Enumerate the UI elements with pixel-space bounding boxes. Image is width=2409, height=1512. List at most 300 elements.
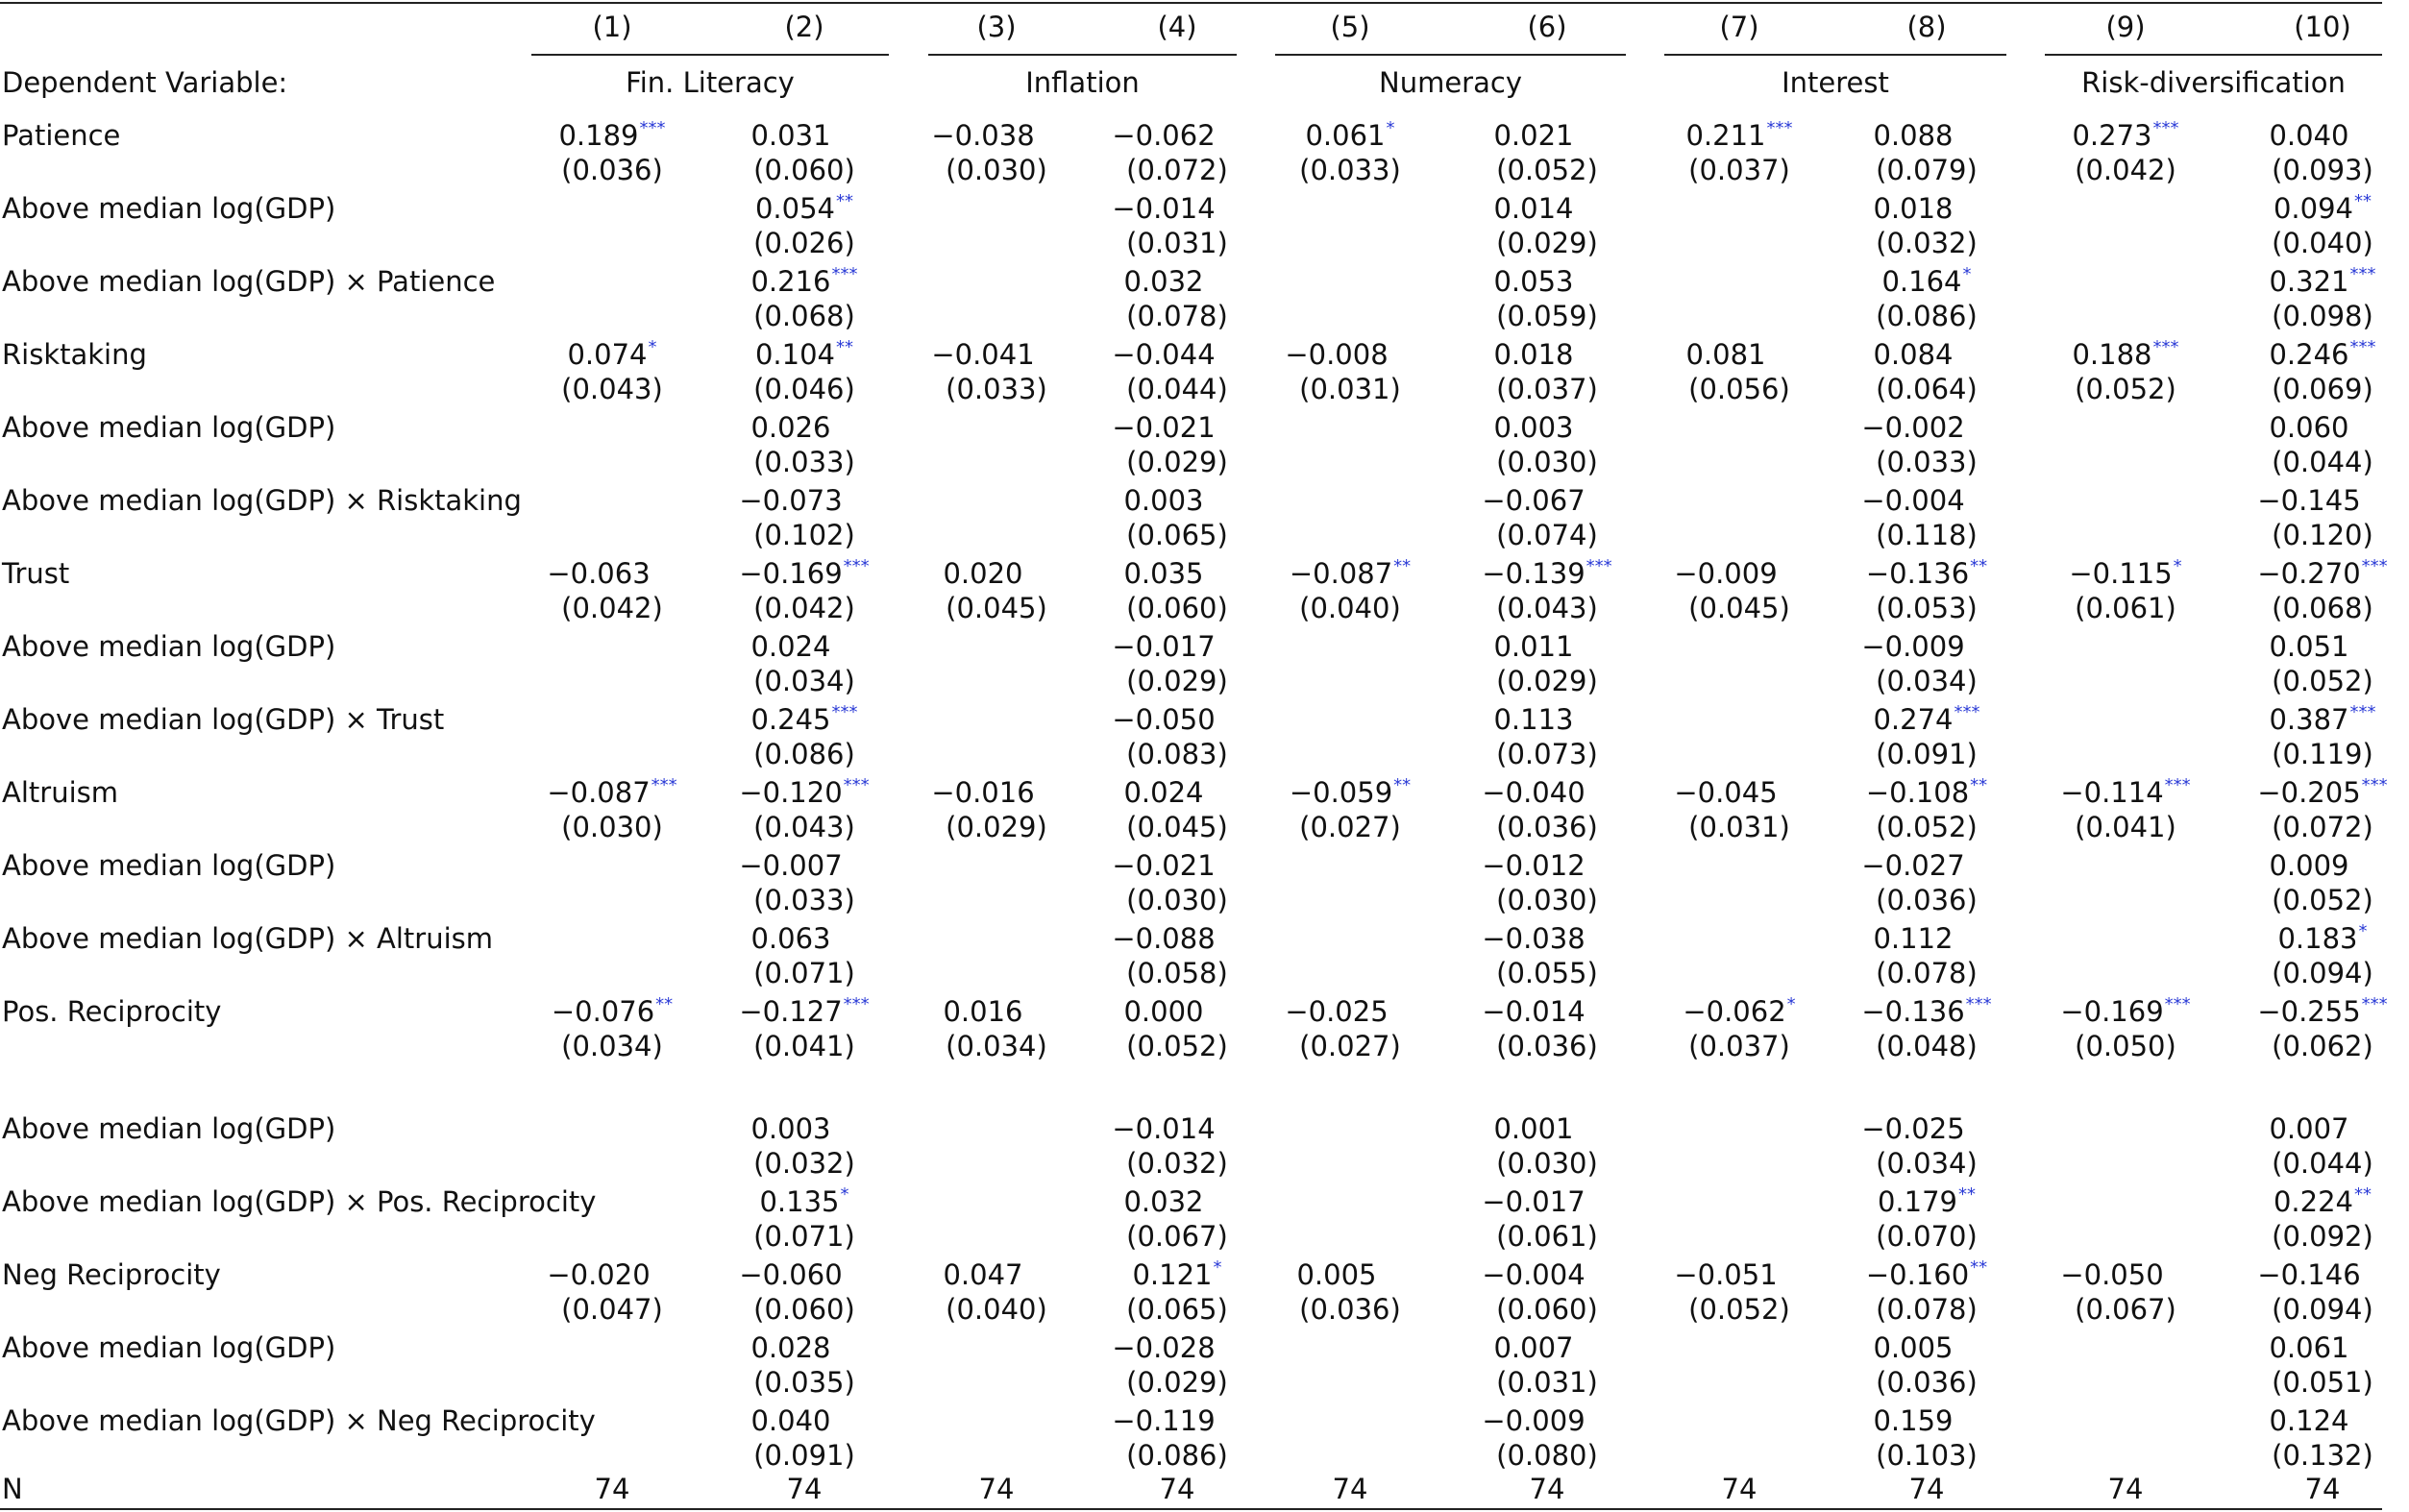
coefficient-value: 0.061	[1305, 119, 1386, 152]
coefficient-value: 0.211	[1685, 119, 1766, 152]
coefficient-value: −0.025	[1285, 995, 1389, 1028]
coefficient-value: −0.007	[739, 849, 843, 882]
coefficient-value: −0.004	[1482, 1258, 1586, 1291]
standard-error: (0.059)	[1496, 300, 1598, 332]
coefficient-cell	[1653, 118, 1826, 158]
coefficient-cell	[1461, 337, 1634, 377]
significance-stars: ***	[2349, 264, 2376, 284]
column-number: (6)	[1527, 11, 1567, 43]
standard-error: (0.029)	[1496, 665, 1598, 697]
standard-error: (0.067)	[1126, 1220, 1228, 1253]
coefficient-value: −0.041	[931, 338, 1035, 371]
coefficient-cell	[2039, 118, 2212, 158]
standard-error: (0.029)	[1126, 446, 1228, 478]
significance-stars: *	[1962, 264, 1972, 284]
coefficient-value: −0.038	[1482, 922, 1586, 955]
coefficient-cell	[718, 118, 891, 158]
row-label: Above median log(GDP)	[2, 1112, 336, 1145]
coefficient-value: −0.020	[547, 1258, 651, 1291]
coefficient-cell	[1091, 994, 1264, 1034]
standard-error: (0.042)	[2075, 154, 2176, 186]
coefficient-cell	[2236, 118, 2409, 158]
coefficient-value: −0.028	[1112, 1331, 1216, 1364]
coefficient-cell	[1840, 1403, 2013, 1443]
coefficient-cell	[718, 1111, 891, 1151]
row-label: Above median log(GDP)	[2, 1331, 336, 1364]
standard-error: (0.042)	[561, 592, 663, 624]
standard-error: (0.060)	[753, 1293, 855, 1326]
coefficient-value: −0.045	[1674, 776, 1778, 809]
standard-error: (0.029)	[1126, 665, 1228, 697]
coefficient-value: 0.051	[2269, 630, 2349, 663]
coefficient-cell	[1091, 629, 1264, 669]
column-number: (1)	[592, 11, 632, 43]
coefficient-cell	[1461, 994, 1634, 1034]
coefficient-cell	[2236, 191, 2409, 231]
coefficient-cell	[2236, 1184, 2409, 1224]
coefficient-value: −0.059	[1289, 776, 1393, 809]
coefficient-value: 0.047	[943, 1258, 1023, 1291]
standard-error: (0.068)	[2272, 592, 2373, 624]
standard-error: (0.079)	[1876, 154, 1978, 186]
coefficient-cell	[718, 1257, 891, 1297]
standard-error: (0.044)	[2272, 446, 2373, 478]
coefficient-cell	[2039, 775, 2212, 815]
coefficient-cell	[2236, 848, 2409, 888]
coefficient-value: 0.031	[750, 119, 831, 152]
column-number: (3)	[976, 11, 1017, 43]
standard-error: (0.043)	[1496, 592, 1598, 624]
coefficient-cell	[1840, 1257, 2013, 1297]
standard-error: (0.031)	[1299, 373, 1401, 405]
standard-error: (0.065)	[1126, 1293, 1228, 1326]
significance-stars: ***	[1766, 118, 1793, 138]
standard-error: (0.052)	[2272, 884, 2373, 916]
standard-error: (0.056)	[1688, 373, 1790, 405]
n-label: N	[2, 1473, 23, 1505]
coefficient-value: −0.002	[1861, 411, 1965, 444]
standard-error: (0.043)	[753, 811, 855, 843]
row-label: Above median log(GDP) × Altruism	[2, 922, 493, 955]
standard-error: (0.048)	[1876, 1030, 1978, 1062]
coefficient-value: 0.183	[2277, 922, 2358, 955]
coefficient-value: 0.273	[2072, 119, 2152, 152]
coefficient-value: −0.136	[1861, 995, 1965, 1028]
coefficient-cell	[2236, 994, 2409, 1034]
standard-error: (0.036)	[1876, 884, 1978, 916]
coefficient-value: −0.169	[739, 557, 843, 590]
coefficient-cell	[526, 337, 699, 377]
coefficient-value: 0.224	[2273, 1185, 2354, 1218]
coefficient-cell	[1264, 118, 1437, 158]
significance-stars: *	[648, 337, 657, 357]
coefficient-value: 0.060	[2269, 411, 2349, 444]
significance-stars: **	[836, 337, 854, 357]
coefficient-cell	[1461, 483, 1634, 523]
dependent-variable-label: Dependent Variable:	[2, 66, 288, 99]
standard-error: (0.060)	[1496, 1293, 1598, 1326]
coefficient-value: −0.017	[1112, 630, 1216, 663]
coefficient-cell	[1091, 410, 1264, 450]
significance-stars: *	[2358, 921, 2368, 941]
standard-error: (0.078)	[1876, 957, 1978, 989]
standard-error: (0.078)	[1876, 1293, 1978, 1326]
coefficient-value: −0.038	[931, 119, 1035, 152]
coefficient-cell	[1840, 191, 2013, 231]
coefficient-cell	[1840, 1111, 2013, 1151]
significance-stars: **	[1393, 556, 1412, 576]
coefficient-value: 0.088	[1873, 119, 1954, 152]
standard-error: (0.043)	[561, 373, 663, 405]
standard-error: (0.034)	[1876, 1147, 1978, 1180]
standard-error: (0.045)	[946, 592, 1047, 624]
coefficient-value: 0.188	[2072, 338, 2152, 371]
coefficient-value: 0.094	[2273, 192, 2354, 225]
column-number: (2)	[784, 11, 824, 43]
n-value: 74	[1332, 1473, 1368, 1505]
coefficient-cell	[910, 775, 1083, 815]
coefficient-cell	[1461, 702, 1634, 742]
coefficient-cell	[718, 702, 891, 742]
significance-stars: **	[1970, 1257, 1988, 1278]
standard-error: (0.032)	[1126, 1147, 1228, 1180]
significance-stars: ***	[831, 264, 858, 284]
coefficient-cell	[1461, 848, 1634, 888]
coefficient-cell	[1840, 775, 2013, 815]
coefficient-value: 0.159	[1873, 1404, 1954, 1437]
row-label: Above median log(GDP)	[2, 849, 336, 882]
coefficient-value: 0.035	[1123, 557, 1204, 590]
n-value: 74	[786, 1473, 823, 1505]
standard-error: (0.040)	[1299, 592, 1401, 624]
coefficient-value: −0.016	[931, 776, 1035, 809]
coefficient-value: −0.009	[1482, 1404, 1586, 1437]
row-label: Altruism	[2, 776, 118, 809]
coefficient-value: 0.135	[759, 1185, 840, 1218]
coefficient-cell	[910, 337, 1083, 377]
standard-error: (0.036)	[1876, 1366, 1978, 1399]
n-value: 74	[594, 1473, 630, 1505]
standard-error: (0.118)	[1876, 519, 1978, 551]
coefficient-cell	[1653, 337, 1826, 377]
group-header: Risk-diversification	[2081, 66, 2346, 99]
coefficient-value: 0.016	[943, 995, 1023, 1028]
bottom-rule	[0, 1508, 2382, 1510]
standard-error: (0.091)	[1876, 738, 1978, 770]
significance-stars: ***	[2361, 556, 2388, 576]
coefficient-cell	[718, 337, 891, 377]
row-label: Trust	[2, 557, 70, 590]
coefficient-cell	[1264, 337, 1437, 377]
row-label: Above median log(GDP)	[2, 192, 336, 225]
coefficient-cell	[718, 483, 891, 523]
coefficient-value: −0.160	[1865, 1258, 1970, 1291]
coefficient-cell	[526, 1257, 699, 1297]
significance-stars: ***	[1586, 556, 1612, 576]
coefficient-value: −0.255	[2257, 995, 2361, 1028]
standard-error: (0.034)	[1876, 665, 1978, 697]
standard-error: (0.030)	[1496, 446, 1598, 478]
standard-error: (0.091)	[753, 1439, 855, 1472]
coefficient-cell	[1840, 1330, 2013, 1370]
column-number: (10)	[2294, 11, 2351, 43]
coefficient-value: −0.050	[2060, 1258, 2164, 1291]
coefficient-cell	[1264, 556, 1437, 596]
standard-error: (0.050)	[2075, 1030, 2176, 1062]
coefficient-value: 0.014	[1493, 192, 1574, 225]
coefficient-cell	[1091, 775, 1264, 815]
coefficient-cell	[718, 1403, 891, 1443]
significance-stars: *	[840, 1184, 849, 1205]
standard-error: (0.052)	[2272, 665, 2373, 697]
coefficient-cell	[2236, 1330, 2409, 1370]
coefficient-cell	[718, 410, 891, 450]
standard-error: (0.070)	[1876, 1220, 1978, 1253]
coefficient-value: 0.074	[567, 338, 648, 371]
standard-error: (0.037)	[1496, 373, 1598, 405]
top-rule	[0, 2, 2382, 4]
coefficient-cell	[718, 1330, 891, 1370]
coefficient-cell	[718, 921, 891, 961]
coefficient-cell	[1264, 994, 1437, 1034]
significance-stars: **	[1970, 556, 1988, 576]
coefficient-value: 0.003	[750, 1112, 831, 1145]
coefficient-cell	[1091, 1257, 1264, 1297]
group-header: Fin. Literacy	[626, 66, 795, 99]
coefficient-cell	[1091, 264, 1264, 304]
standard-error: (0.058)	[1126, 957, 1228, 989]
standard-error: (0.036)	[1496, 1030, 1598, 1062]
row-label: Above median log(GDP) × Patience	[2, 265, 496, 298]
column-number: (5)	[1330, 11, 1370, 43]
significance-stars: *	[1786, 994, 1796, 1014]
coefficient-value: 0.061	[2269, 1331, 2349, 1364]
coefficient-value: −0.009	[1674, 557, 1778, 590]
coefficient-cell	[2236, 1257, 2409, 1297]
coefficient-cell	[910, 1257, 1083, 1297]
coefficient-cell	[1461, 264, 1634, 304]
coefficient-cell	[1461, 1184, 1634, 1224]
coefficient-value: 0.020	[943, 557, 1023, 590]
coefficient-value: −0.146	[2257, 1258, 2361, 1291]
standard-error: (0.031)	[1496, 1366, 1598, 1399]
coefficient-value: −0.017	[1482, 1185, 1586, 1218]
coefficient-cell	[1840, 264, 2013, 304]
standard-error: (0.037)	[1688, 1030, 1790, 1062]
standard-error: (0.120)	[2272, 519, 2373, 551]
standard-error: (0.030)	[1496, 884, 1598, 916]
coefficient-cell	[1091, 483, 1264, 523]
coefficient-value: −0.120	[739, 776, 843, 809]
standard-error: (0.067)	[2075, 1293, 2176, 1326]
n-value: 74	[2304, 1473, 2341, 1505]
coefficient-value: −0.040	[1482, 776, 1586, 809]
coefficient-cell	[1840, 118, 2013, 158]
coefficient-value: 0.164	[1881, 265, 1962, 298]
standard-error: (0.040)	[2272, 227, 2373, 259]
standard-error: (0.036)	[1496, 811, 1598, 843]
coefficient-value: −0.014	[1112, 192, 1216, 225]
coefficient-cell	[718, 191, 891, 231]
coefficient-cell	[1840, 702, 2013, 742]
row-label: Above median log(GDP) × Risktaking	[2, 484, 522, 517]
standard-error: (0.031)	[1126, 227, 1228, 259]
standard-error: (0.086)	[1126, 1439, 1228, 1472]
coefficient-value: 0.216	[750, 265, 831, 298]
coefficient-value: −0.062	[1112, 119, 1216, 152]
coefficient-value: 0.387	[2269, 703, 2349, 736]
coefficient-value: 0.121	[1132, 1258, 1213, 1291]
coefficient-cell	[1840, 1184, 2013, 1224]
standard-error: (0.032)	[1876, 227, 1978, 259]
group-header: Numeracy	[1379, 66, 1522, 99]
significance-stars: ***	[843, 556, 870, 576]
coefficient-cell	[1840, 848, 2013, 888]
standard-error: (0.026)	[753, 227, 855, 259]
coefficient-cell	[1840, 629, 2013, 669]
coefficient-cell	[2236, 775, 2409, 815]
standard-error: (0.033)	[1299, 154, 1401, 186]
coefficient-value: 0.032	[1123, 1185, 1204, 1218]
standard-error: (0.037)	[1688, 154, 1790, 186]
coefficient-value: 0.018	[1873, 192, 1954, 225]
coefficient-cell	[718, 1184, 891, 1224]
coefficient-cell	[1840, 483, 2013, 523]
n-value: 74	[1159, 1473, 1195, 1505]
standard-error: (0.027)	[1299, 811, 1401, 843]
coefficient-cell	[2236, 410, 2409, 450]
n-value: 74	[2107, 1473, 2144, 1505]
standard-error: (0.036)	[561, 154, 663, 186]
coefficient-cell	[2039, 994, 2212, 1034]
coefficient-value: −0.004	[1861, 484, 1965, 517]
coefficient-cell	[1461, 556, 1634, 596]
coefficient-cell	[1091, 1403, 1264, 1443]
coefficient-cell	[1091, 1330, 1264, 1370]
coefficient-value: 0.053	[1493, 265, 1574, 298]
standard-error: (0.061)	[1496, 1220, 1598, 1253]
group-header: Interest	[1782, 66, 1889, 99]
coefficient-value: 0.274	[1873, 703, 1954, 736]
coefficient-cell	[1840, 556, 2013, 596]
row-label: Above median log(GDP)	[2, 630, 336, 663]
coefficient-value: 0.032	[1123, 265, 1204, 298]
coefficient-cell	[1461, 629, 1634, 669]
coefficient-value: 0.245	[750, 703, 831, 736]
standard-error: (0.103)	[1876, 1439, 1978, 1472]
coefficient-cell	[1264, 775, 1437, 815]
coefficient-cell	[1461, 1111, 1634, 1151]
significance-stars: *	[1213, 1257, 1222, 1278]
n-value: 74	[1721, 1473, 1758, 1505]
standard-error: (0.052)	[1496, 154, 1598, 186]
standard-error: (0.040)	[946, 1293, 1047, 1326]
standard-error: (0.034)	[753, 665, 855, 697]
significance-stars: **	[836, 191, 854, 211]
group-underline	[531, 54, 889, 56]
coefficient-value: −0.119	[1112, 1404, 1216, 1437]
standard-error: (0.044)	[1126, 373, 1228, 405]
row-label: Above median log(GDP) × Neg Reciprocity	[2, 1404, 596, 1437]
standard-error: (0.069)	[2272, 373, 2373, 405]
significance-stars: ***	[843, 994, 870, 1014]
coefficient-value: 0.001	[1493, 1112, 1574, 1145]
coefficient-cell	[1461, 775, 1634, 815]
standard-error: (0.094)	[2272, 957, 2373, 989]
coefficient-cell	[2236, 702, 2409, 742]
coefficient-cell	[1091, 1184, 1264, 1224]
significance-stars: **	[655, 994, 674, 1014]
coefficient-value: −0.073	[739, 484, 843, 517]
coefficient-value: 0.189	[558, 119, 639, 152]
coefficient-cell	[910, 994, 1083, 1034]
coefficient-value: 0.011	[1493, 630, 1574, 663]
coefficient-value: −0.139	[1482, 557, 1586, 590]
standard-error: (0.098)	[2272, 300, 2373, 332]
coefficient-cell	[1461, 1403, 1634, 1443]
coefficient-cell	[526, 556, 699, 596]
coefficient-value: 0.024	[750, 630, 831, 663]
standard-error: (0.078)	[1126, 300, 1228, 332]
standard-error: (0.027)	[1299, 1030, 1401, 1062]
coefficient-cell	[1461, 1257, 1634, 1297]
standard-error: (0.034)	[946, 1030, 1047, 1062]
standard-error: (0.034)	[561, 1030, 663, 1062]
standard-error: (0.068)	[753, 300, 855, 332]
coefficient-value: −0.025	[1861, 1112, 1965, 1145]
standard-error: (0.119)	[2272, 738, 2373, 770]
standard-error: (0.052)	[2075, 373, 2176, 405]
coefficient-cell	[910, 118, 1083, 158]
standard-error: (0.033)	[1876, 446, 1978, 478]
coefficient-value: −0.027	[1861, 849, 1965, 882]
coefficient-value: −0.050	[1112, 703, 1216, 736]
coefficient-value: −0.127	[739, 995, 843, 1028]
coefficient-cell	[718, 629, 891, 669]
standard-error: (0.029)	[1126, 1366, 1228, 1399]
significance-stars: ***	[831, 702, 858, 722]
coefficient-value: 0.026	[750, 411, 831, 444]
coefficient-cell	[526, 994, 699, 1034]
standard-error: (0.061)	[2075, 592, 2176, 624]
group-underline	[2045, 54, 2382, 56]
coefficient-value: 0.005	[1296, 1258, 1377, 1291]
coefficient-cell	[1840, 410, 2013, 450]
significance-stars: ***	[2361, 994, 2388, 1014]
standard-error: (0.041)	[753, 1030, 855, 1062]
coefficient-cell	[718, 994, 891, 1034]
coefficient-value: 0.009	[2269, 849, 2349, 882]
coefficient-cell	[1653, 556, 1826, 596]
coefficient-value: 0.040	[750, 1404, 831, 1437]
standard-error: (0.036)	[1299, 1293, 1401, 1326]
coefficient-cell	[2236, 921, 2409, 961]
row-label: Above median log(GDP) × Trust	[2, 703, 445, 736]
coefficient-value: −0.205	[2257, 776, 2361, 809]
coefficient-value: −0.114	[2060, 776, 2164, 809]
coefficient-cell	[718, 556, 891, 596]
n-value: 74	[1908, 1473, 1945, 1505]
coefficient-value: 0.124	[2269, 1404, 2349, 1437]
coefficient-cell	[1653, 994, 1826, 1034]
standard-error: (0.047)	[561, 1293, 663, 1326]
column-number: (4)	[1157, 11, 1197, 43]
standard-error: (0.051)	[2272, 1366, 2373, 1399]
column-number: (9)	[2105, 11, 2146, 43]
coefficient-value: 0.054	[754, 192, 836, 225]
standard-error: (0.073)	[1496, 738, 1598, 770]
column-number: (8)	[1906, 11, 1947, 43]
